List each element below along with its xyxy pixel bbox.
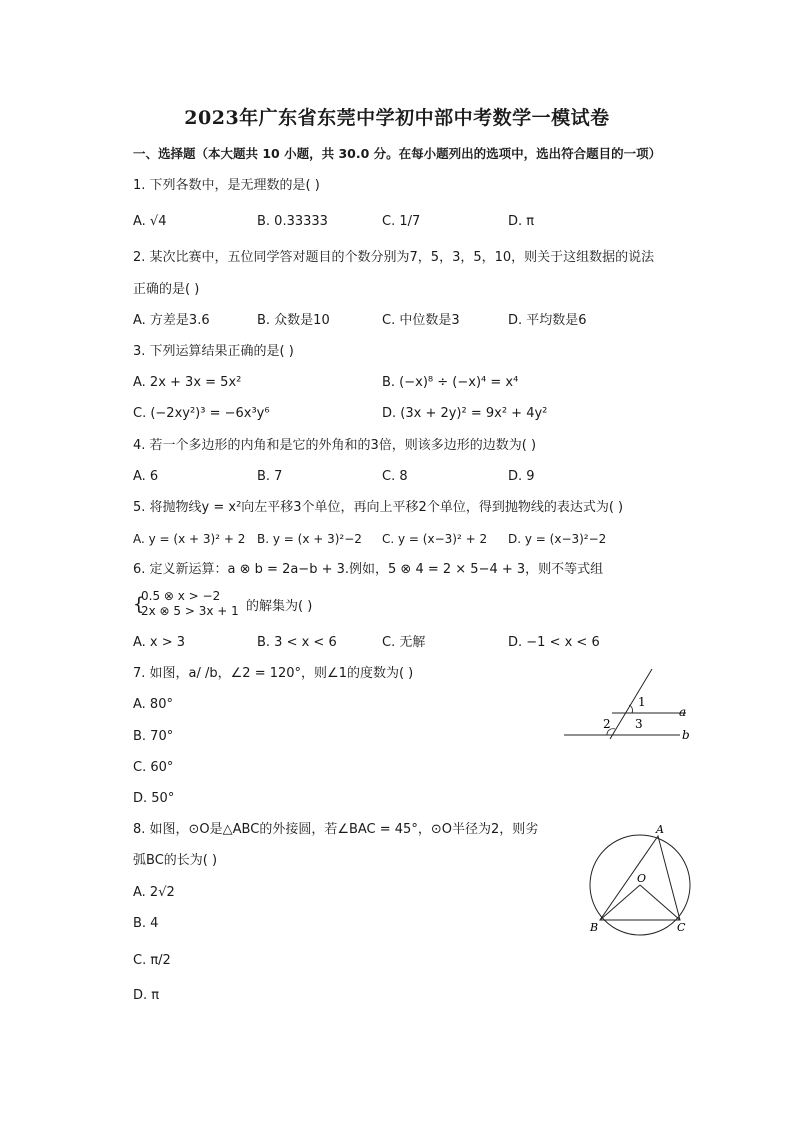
question-5-option-a: A. y = (x + 3)² + 2: [133, 532, 246, 546]
question-2-stem: 2. 某次比赛中，五位同学答对题目的个数分别为7，5，3，5，10，则关于这组数据的说法: [133, 250, 655, 265]
question-3-stem: 3. 下列运算结果正确的是( ): [133, 344, 294, 359]
question-6-option-a: A. x > 3: [133, 635, 186, 650]
question-7-option-a: A. 80°: [133, 697, 173, 712]
question-4-option-b: B. 7: [257, 469, 283, 484]
question-5-option-c: C. y = (x−3)² + 2: [382, 532, 488, 546]
question-1-stem: 1. 下列各数中，是无理数的是( ): [133, 178, 320, 193]
question-5-stem: 5. 将抛物线y = x²向左平移3个单位，再向上平移2个单位，得到抛物线的表达式为( ): [133, 500, 624, 515]
question-3-option-b: B. (−x)⁸ ÷ (−x)⁴ = x⁴: [382, 375, 519, 390]
question-6-stem: 6. 定义新运算：a ⊗ b = 2a−b + 3.例如，5 ⊗ 4 = 2 × 5−4 + 3，则不等式组: [133, 562, 604, 577]
question-4-option-a: A. 6: [133, 469, 159, 484]
label-b: b: [682, 728, 690, 742]
system-inequality-1: 0.5 ⊗ x > −2: [141, 589, 221, 603]
question-8-option-a: A. 2√2: [133, 885, 175, 900]
question-1-option-c: C. 1/7: [382, 214, 421, 229]
question-8-option-c: C. π/2: [133, 953, 171, 968]
question-2-option-d: D. 平均数是6: [508, 313, 587, 328]
question-6-option-d: D. −1 < x < 6: [508, 635, 600, 650]
label-a: a: [679, 705, 687, 719]
question-8-stem: 8. 如图，⊙O是△ABC的外接圆，若∠BAC = 45°，⊙O半径为2，则劣: [133, 822, 539, 837]
label-1: 1: [638, 695, 646, 709]
question-1-option-d: D. π: [508, 214, 535, 229]
question-6-option-b: B. 3 < x < 6: [257, 635, 337, 650]
question-3-option-a: A. 2x + 3x = 5x²: [133, 375, 242, 390]
label-2: 2: [603, 717, 611, 731]
parallel-lines-figure: [560, 665, 700, 745]
question-7-stem: 7. 如图，a/ /b，∠2 = 120°，则∠1的度数为( ): [133, 666, 414, 681]
transversal: [610, 669, 652, 739]
question-3-option-d: D. (3x + 2y)² = 9x² + 4y²: [382, 406, 548, 421]
question-1-option-b: B. 0.33333: [257, 214, 328, 229]
question-1-option-a: A. √4: [133, 214, 167, 229]
question-8-option-d: D. π: [133, 988, 160, 1003]
question-5-option-b: B. y = (x + 3)²−2: [257, 532, 362, 546]
question-3-option-c: C. (−2xy²)³ = −6x³y⁶: [133, 406, 270, 421]
circle-figure: [585, 820, 695, 940]
label-B: B: [590, 921, 599, 934]
question-7-option-c: C. 60°: [133, 760, 174, 775]
system-inequality-2: 2x ⊗ 5 > 3x + 1: [141, 604, 239, 618]
radius-oc: [640, 885, 680, 920]
question-4-stem: 4. 若一个多边形的内角和是它的外角和的3倍，则该多边形的边数为( ): [133, 438, 537, 453]
question-6-stem-continued: 的解集为( ): [246, 599, 313, 614]
question-2-option-a: A. 方差是3.6: [133, 313, 210, 328]
question-4-option-d: D. 9: [508, 469, 535, 484]
question-7-option-d: D. 50°: [133, 791, 175, 806]
question-2-stem-continued: 正确的是( ): [133, 282, 200, 297]
section-heading: 一、选择题（本大题共 10 小题，共 30.0 分。在每小题列出的选项中，选出符合题目的一项）: [133, 146, 662, 161]
label-3: 3: [635, 717, 643, 731]
question-7-option-b: B. 70°: [133, 729, 174, 744]
question-6-option-c: C. 无解: [382, 635, 426, 650]
label-A: A: [656, 823, 664, 836]
question-8-option-b: B. 4: [133, 916, 159, 931]
question-8-stem-continued: 弧BC的长为( ): [133, 853, 218, 868]
system-brace: {: [133, 594, 145, 615]
question-2-option-b: B. 众数是10: [257, 313, 330, 328]
page-title: 2023年广东省东莞中学初中部中考数学一模试卷: [184, 107, 610, 129]
label-O: O: [637, 872, 647, 885]
question-5-option-d: D. y = (x−3)²−2: [508, 532, 607, 546]
question-4-option-c: C. 8: [382, 469, 408, 484]
question-2-option-c: C. 中位数是3: [382, 313, 460, 328]
label-C: C: [677, 921, 686, 934]
